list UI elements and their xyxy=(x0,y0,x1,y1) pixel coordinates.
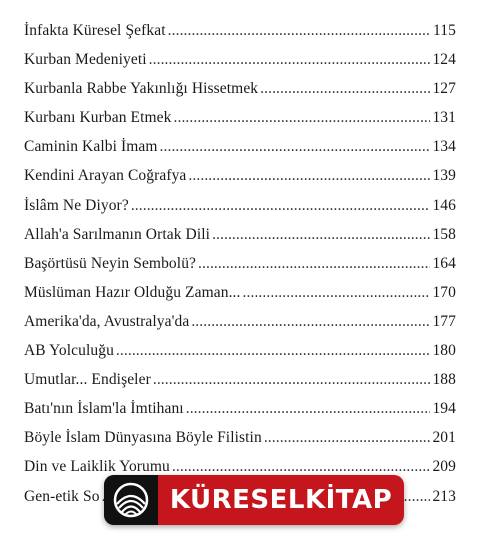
toc-entry-title: Allah'a Sarılmanın Ortak Dili xyxy=(24,225,211,243)
toc-entry-title: Caminin Kalbi İmam xyxy=(24,138,158,156)
toc-entry-page: 170 xyxy=(432,283,456,301)
toc-entry-page: 164 xyxy=(432,254,456,272)
dot-leader xyxy=(153,365,431,394)
dot-leader xyxy=(260,74,430,103)
table-of-contents xyxy=(24,16,456,511)
dot-leader xyxy=(131,191,431,220)
dot-leader xyxy=(168,16,431,45)
toc-entry xyxy=(24,161,456,190)
toc-entry-title: AB Yolculuğu xyxy=(24,342,114,360)
toc-entry-page: 124 xyxy=(432,51,456,69)
toc-entry-title: Kurban Medeniyeti xyxy=(24,51,147,69)
toc-entry-page: 180 xyxy=(432,342,456,360)
dot-leader xyxy=(174,103,431,132)
toc-entry-title: Böyle İslam Dünyasına Böyle Filistin xyxy=(24,429,262,447)
toc-entry xyxy=(24,307,456,336)
toc-entry xyxy=(24,423,456,452)
toc-entry-title: Gen-etik So xyxy=(24,487,100,505)
dot-leader xyxy=(186,394,431,423)
watermark-text: KÜRESELKİTAP xyxy=(169,485,393,515)
toc-entry-title: Din ve Laiklik Yorumu xyxy=(24,458,170,476)
toc-entry-title: Müslüman Hazır Olduğu Zaman... xyxy=(24,283,241,301)
kureselkitap-watermark xyxy=(104,475,404,525)
toc-entry-page: 115 xyxy=(433,22,456,39)
toc-entry-page: 213 xyxy=(432,487,456,505)
toc-entry-title: Amerika'da, Avustralya'da xyxy=(24,312,190,330)
toc-entry-title: Umutlar... Endişeler xyxy=(24,371,151,389)
toc-entry-title: Başörtüsü Neyin Sembolü? xyxy=(24,254,197,272)
toc-entry-page: 201 xyxy=(432,429,456,447)
toc-entry xyxy=(24,45,456,74)
toc-entry xyxy=(24,16,456,45)
toc-entry xyxy=(24,278,456,307)
toc-entry xyxy=(24,394,456,423)
toc-entry-page: 194 xyxy=(432,400,456,418)
toc-entry xyxy=(24,249,456,278)
toc-entry xyxy=(24,191,456,220)
toc-entry xyxy=(24,74,456,103)
toc-entry xyxy=(24,132,456,161)
toc-entry-title: İnfakta Küresel Şefkat xyxy=(24,22,166,39)
toc-entry-page: 139 xyxy=(432,167,456,185)
toc-entry-title: İslâm Ne Diyor? xyxy=(24,196,129,214)
toc-entry-page: 188 xyxy=(432,371,456,389)
dot-leader xyxy=(212,220,430,249)
toc-entry-title: Kendini Arayan Coğrafya xyxy=(24,167,187,185)
toc-entry-page: 158 xyxy=(432,225,456,243)
toc-entry xyxy=(24,220,456,249)
toc-entry-title: Kurbanla Rabbe Yakınlığı Hissetmek xyxy=(24,80,259,98)
toc-entry-page: 131 xyxy=(432,109,456,127)
toc-entry-title: Batı'nın İslam'la İmtihanı xyxy=(24,400,184,418)
toc-entry xyxy=(24,365,456,394)
toc-entry-page: 209 xyxy=(432,458,456,476)
toc-entry xyxy=(24,103,456,132)
dot-leader xyxy=(188,161,430,190)
dot-leader xyxy=(149,45,431,74)
toc-entry-title: Kurbanı Kurban Etmek xyxy=(24,109,172,127)
toc-entry-page: 177 xyxy=(432,312,456,330)
dot-leader xyxy=(264,423,431,452)
dot-leader xyxy=(160,132,431,161)
dot-leader xyxy=(116,336,431,365)
dot-leader xyxy=(198,249,430,278)
toc-entry-page: 146 xyxy=(432,196,456,214)
dot-leader xyxy=(191,307,430,336)
toc-entry xyxy=(24,336,456,365)
dot-leader xyxy=(243,278,431,307)
toc-entry-page: 134 xyxy=(432,138,456,156)
globe-logo-icon xyxy=(104,475,158,525)
toc-entry-page: 127 xyxy=(432,80,456,98)
